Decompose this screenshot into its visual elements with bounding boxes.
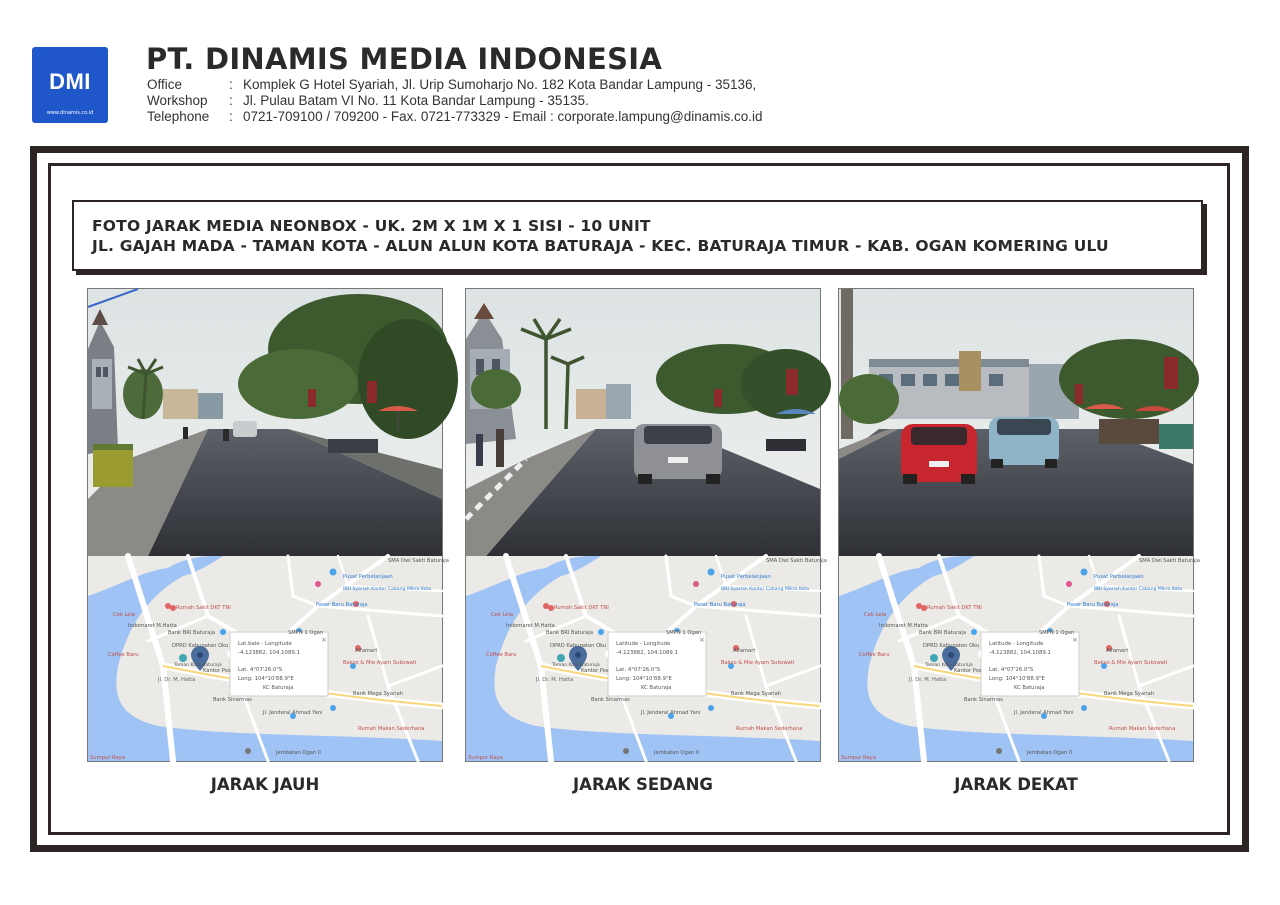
map-label: Bank Sinarmas [964,697,1003,703]
contact-block [147,77,763,125]
info-line: -4.123882, 104.1089.1 [989,650,1051,656]
contact-separator: : [229,93,233,108]
contact-label: Telephone [147,109,210,124]
map-label: Rumah Sakit DKT TNI [927,605,982,611]
map-label: Jl. Dr. M. Hatta [909,677,947,683]
caption-jarak-sedang: JARAK SEDANG [573,775,713,794]
caption-jarak-jauh: JARAK JAUH [210,775,320,794]
map-label: Jembatan Ogan II [276,750,321,756]
map-label: BNI Syariah Kantor Cabang Mikro Kota [343,587,432,592]
street-photo-far [88,289,442,556]
map-label: Bakso & Mie Ayam Sukowati [343,660,417,666]
contact-value: Jl. Pulau Batam VI No. 11 Kota Bandar Lampung - 35135. [243,93,589,108]
map-label: Rumah Makan Sederhana [736,726,803,732]
info-line: -4.123882, 104.1089.1 [616,650,678,656]
map-label: Jl. Jenderal Ahmad Yani [641,710,701,716]
map-label: Indomaret M.Hatta [128,623,177,629]
map-label: SMPN 1 Ogan [666,630,702,636]
map-label: KC Baturaja [641,685,672,691]
info-line: Long: 104°10'88.9"E [616,676,672,682]
info-line: -4.123882, 104.1089.1 [238,650,300,656]
logo-text: DMI [49,69,91,94]
map-label: SMPN 1 Ogan [288,630,324,636]
map-label: Jl. Dr. M. Hatta [536,677,574,683]
map-label: Sumpur Raya [90,755,125,761]
map-label: Bank Mega Syariah [731,691,782,697]
map-label: Kantor Pos [581,668,609,674]
map-label: SMA Dwi Sakti Baturaja [388,558,449,564]
map-label: Jembatan Ogan II [654,750,699,756]
map-label: Bakso & Mie Ayam Sukowati [721,660,795,666]
map-near [839,556,1200,761]
map-label: Taman Kota Baturaja [174,663,222,668]
map-label: DPRD Kabupaten Oku [550,643,607,649]
contact-row-telephone [147,109,763,125]
contact-value: Komplek G Hotel Syariah, Jl. Urip Sumoharjo No. 182 Kota Bandar Lampung - 35136, [243,77,757,92]
map-label: Rumah Sakit DKT TNI [176,605,231,611]
title-line-2: JL. GAJAH MADA - TAMAN KOTA - ALUN ALUN KOTA BATURAJA - KEC. BATURAJA TIMUR - KAB. OGAN KOMERING ULU [92,237,1109,255]
map-label: Pasar Baru Baturaja [316,602,368,608]
map-label: Bank Mega Syariah [353,691,404,697]
map-label: Coffee Baru [859,652,890,658]
contact-row-office [147,77,763,93]
map-label: Bank BRI Baturaja [546,630,594,636]
map-label: SMA Dwi Sakti Baturaja [766,558,827,564]
contact-separator: : [229,77,233,92]
contact-value: 0721-709100 / 709200 - Fax. 0721-773329 - Email : corporate.lampung@dinamis.co.id [243,109,763,124]
logo-url: www.dinamis.co.id [46,110,94,116]
caption-jarak-dekat: JARAK DEKAT [954,775,1078,794]
map-label: Cek Lela [491,612,514,618]
map-label: SMA Dwi Sakti Baturaja [1139,558,1200,564]
info-line: Long: 104°10'88.9"E [238,676,294,682]
map-label: SMPN 1 Ogan [1039,630,1075,636]
company-logo [32,47,108,123]
title-line-1: FOTO JARAK MEDIA NEONBOX - UK. 2M X 1M X 1 SISI - 10 UNIT [92,217,651,235]
info-line: Lat. 4°07'26.0"S [238,667,283,673]
map-label: Coffee Baru [486,652,517,658]
map-label: Alfamart [1106,648,1129,654]
map-label: KC Baturaja [1014,685,1045,691]
map-label: Rumah Sakit DKT TNI [554,605,609,611]
street-photo-near [839,289,1193,556]
map-label: Coffee Baru [108,652,139,658]
map-label: Bank BRI Baturaja [919,630,967,636]
info-line: Long: 104°10'88.9"E [989,676,1045,682]
panel-jarak-dekat [838,288,1200,762]
contact-separator: : [229,109,233,124]
map-label: Jl. Jenderal Ahmad Yani [263,710,323,716]
info-line: Latitude - Longitude [616,641,671,647]
map-label: Bank Sinarmas [213,697,252,703]
map-label: Bank Sinarmas [591,697,630,703]
map-label: DPRD Kabupaten Oku [923,643,980,649]
map-far [88,556,449,761]
map-label: Taman Kota Baturaja [925,663,973,668]
map-label: Jembatan Ogan II [1027,750,1072,756]
info-line: Lat. 4°07'26.0"S [989,667,1034,673]
map-label: Jl. Jenderal Ahmad Yani [1014,710,1074,716]
map-label: Kantor Pos [954,668,982,674]
map-label: Alfamart [355,648,378,654]
map-label: Rumah Makan Sederhana [358,726,425,732]
map-label: Alfamart [733,648,756,654]
map-label: Indomaret M.Hatta [506,623,555,629]
map-label: Sumpur Raya [841,755,876,761]
map-label: Sumpur Raya [468,755,503,761]
map-label: DPRD Kabupaten Oku [172,643,229,649]
map-label: BNI Syariah Kantor Cabang Mikro Kota [1094,587,1183,592]
map-label: Indomaret M.Hatta [879,623,928,629]
map-label: Pusat Perbelanjaan [721,574,771,580]
map-label: KC Baturaja [263,685,294,691]
map-label: Cek Lela [864,612,887,618]
map-label: Pusat Perbelanjaan [343,574,393,580]
contact-row-workshop [147,93,763,109]
map-label: Rumah Makan Sederhana [1109,726,1176,732]
map-medium [466,556,827,761]
map-label: Cek Lela [113,612,136,618]
map-label: Bank Mega Syariah [1104,691,1155,697]
panel-jarak-sedang [465,288,827,762]
company-name: PT. DINAMIS MEDIA INDONESIA [146,42,663,76]
contact-label: Office [147,77,183,92]
street-photo-medium [466,289,820,556]
map-label: Taman Kota Baturaja [552,663,600,668]
map-label: Bank BRI Baturaja [168,630,216,636]
map-label: Bakso & Mie Ayam Sukowati [1094,660,1168,666]
map-label: Jl. Dr. M. Hatta [158,677,196,683]
contact-label: Workshop [147,93,208,108]
title-box [72,200,1203,271]
map-label: Pasar Baru Baturaja [1067,602,1119,608]
map-label: BNI Syariah Kantor Cabang Mikro Kota [721,587,810,592]
map-label: Kantor Pos [203,668,231,674]
info-line: Lat. 4°07'26.0"S [616,667,661,673]
map-label: Pasar Baru Baturaja [694,602,746,608]
info-line: Latitude - Longitude [989,641,1044,647]
map-label: Pusat Perbelanjaan [1094,574,1144,580]
info-line: Lat.bale - Longitude [238,641,292,647]
panel-jarak-jauh [87,288,449,762]
